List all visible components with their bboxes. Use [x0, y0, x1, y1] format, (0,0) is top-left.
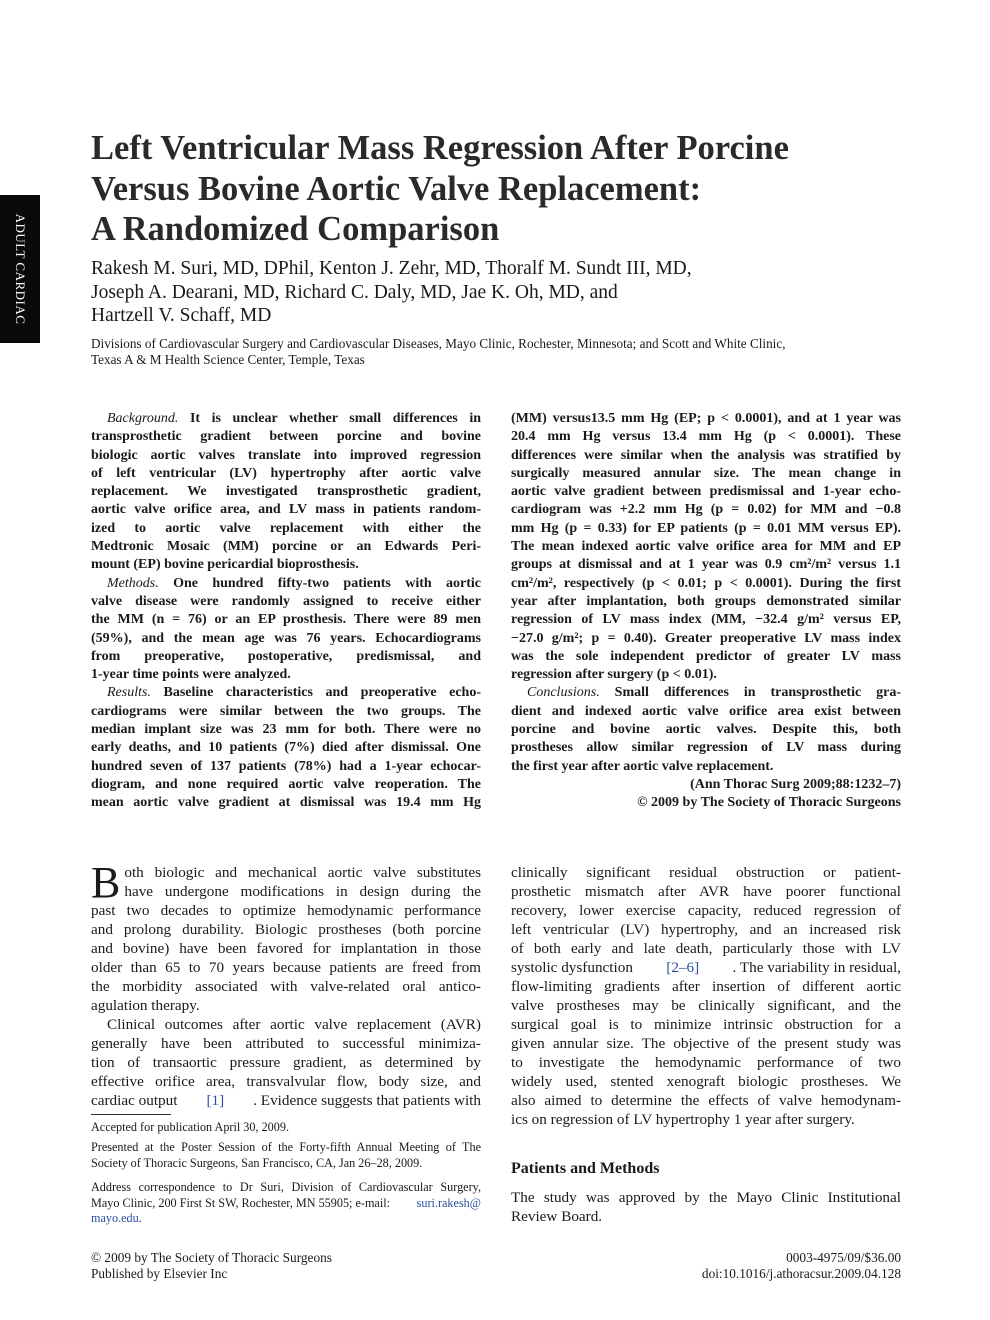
abstract-line: prostheses allow similar regression of LV mass during	[511, 740, 901, 756]
footer-copyright: © 2009 by The Society of Thoracic Surgeons	[91, 1250, 332, 1265]
abstract-line: Medtronic Mosaic (MM) porcine or an Edwards Peri-	[91, 539, 481, 555]
abstract-label-background: Background.	[107, 411, 179, 426]
affiliations	[91, 336, 901, 368]
body-line: recovery, lower exercise capacity, reduced regression of	[511, 902, 901, 919]
abstract-line: from preoperative, postoperative, predismissal, and	[91, 648, 481, 664]
abstract-label-conclusions: Conclusions.	[527, 685, 600, 701]
body-line: to investigate the hemodynamic performance of two	[511, 1054, 901, 1071]
abstract-line: regression after surgery (p < 0.01).	[511, 667, 717, 683]
abstract-line: regression of LV mass index (MM, −32.4 g/m² versus EP,	[511, 612, 901, 628]
body-right-column	[511, 863, 901, 1129]
footnote-line: Society of Thoracic Surgeons, San Francisco, CA, Jan 26–28, 2009.	[91, 1155, 423, 1170]
body-line: oth biologic and mechanical aortic valve substitutes	[124, 864, 481, 881]
affiliation-line: Texas A & M Health Science Center, Temple, Texas	[91, 352, 365, 367]
abstract-line: transprosthetic gradient between porcine and bovine	[91, 429, 481, 445]
abstract-line: early deaths, and 10 patients (7%) died after dismissal. One	[91, 740, 481, 756]
abstract-line: differences were similar when the analysis was stratified by	[511, 447, 901, 463]
body-line: left ventricular (LV) hypertrophy, and an increased risk	[511, 921, 901, 938]
body-line: effective orifice area, transvalvular flow, body size, and	[91, 1073, 481, 1090]
footnote-line: Presented at the Poster Session of the Forty-fifth Annual Meeting of The	[91, 1140, 481, 1154]
abstract-line: the MM (n = 76) or an EP prosthesis. There were 89 men	[91, 612, 481, 628]
body-line: systolic dysfunction [2–6] . The variability in residual,	[511, 959, 901, 976]
abstract-line: The mean indexed aortic valve orifice area for MM and EP	[511, 539, 901, 555]
abstract-line: Methods. One hundred fifty-two patients with aortic	[107, 575, 482, 591]
affiliation-line: Divisions of Cardiovascular Surgery and Cardiovascular Diseases, Mayo Clinic, Rochester, Minnesota; and Scott and White Clinic,	[91, 336, 786, 351]
abstract-line: aortic valve orifice area, and LV mass in patients random-	[91, 502, 481, 518]
body-line: and prolong durability. Biologic prostheses (both porcine	[91, 921, 481, 938]
footnote-divider	[91, 1114, 171, 1115]
body-line: tion of transaortic pressure gradient, as determined by	[91, 1054, 481, 1071]
abstract-line: ized to aortic valve replacement with either the	[91, 520, 481, 536]
body-line: clinically significant residual obstruction or patient-	[511, 864, 901, 881]
abstract-line: (59%), and the mean age was 76 years. Echocardiograms	[91, 630, 481, 646]
abstract-line: aortic valve gradient between predismissal and 1-year echo-	[511, 484, 901, 500]
author-line: Hartzell V. Schaff, MD	[91, 305, 272, 326]
side-tab-label: ADULT CARDIAC	[13, 213, 28, 325]
abstract-line: diogram, and none required aortic valve reoperation. The	[91, 776, 481, 792]
abstract-line: cm²/m², respectively (p < 0.01; p < 0.0001). During the first	[511, 575, 901, 591]
body-line: given annular size. The objective of the present study was	[511, 1035, 901, 1052]
section-heading: Patients and Methods	[511, 1160, 660, 1177]
abstract-copyright: © 2009 by The Society of Thoracic Surgeons	[637, 795, 901, 811]
abstract-line: hundred seven of 137 patients (78%) had a 1-year echocar-	[91, 758, 481, 774]
abstract-line: year after implantation, both groups demonstrated similar	[511, 593, 901, 609]
abstract-label-results: Results.	[107, 685, 151, 701]
reference-link[interactable]: [1]	[206, 1092, 225, 1109]
abstract-left-column	[91, 410, 481, 813]
footer-left	[91, 1250, 332, 1281]
abstract-line: mm Hg (p = 0.33) for EP patients (p = 0.01 MM versus EP).	[511, 520, 901, 536]
abstract-line: Results. Baseline characteristics and preoperative echo-	[107, 685, 481, 701]
body-line: agulation therapy.	[91, 997, 200, 1014]
reference-link[interactable]: [2–6]	[666, 959, 700, 976]
section-side-tab	[0, 195, 40, 343]
body-left-column	[91, 858, 481, 1110]
body-line: Clinical outcomes after aortic valve replacement (AVR)	[107, 1016, 481, 1033]
body-line: cardiac output [1] . Evidence suggests that patients with	[91, 1092, 481, 1109]
body-line: the morbidity associated with valve-related oral antico-	[91, 978, 481, 995]
abstract-line: of left ventricular (LV) hypertrophy after aortic valve	[91, 465, 481, 481]
footer-issn: 0003-4975/09/$36.00	[786, 1250, 901, 1265]
abstract-line: surgically measured annular size. The mean change in	[511, 465, 901, 481]
body-line: surgical goal is to minimize intrinsic obstruction for a	[511, 1016, 901, 1033]
abstract-line: 1-year time points were analyzed.	[91, 667, 291, 683]
abstract-line: valve disease were randomly assigned to receive either	[91, 593, 481, 609]
abstract-line: cardiograms were similar between the two groups. The	[91, 703, 481, 719]
body-line: generally have been attributed to successful minimiza-	[91, 1035, 481, 1052]
abstract-line: was the sole independent predictor of greater LV mass	[511, 648, 901, 664]
title-line: A Randomized Comparison	[91, 210, 500, 248]
body-line: prosthetic mismatch after AVR have poorer functional	[511, 883, 901, 900]
footer-right	[702, 1250, 901, 1281]
abstract-line: −27.0 g/m²; p = 0.40). Greater preoperative LV mass index	[511, 630, 901, 646]
author-line: Joseph A. Dearani, MD, Richard C. Daly, MD, Jae K. Oh, MD, and	[91, 281, 618, 303]
abstract-line: median implant size was 23 mm for both. There were no	[91, 722, 481, 738]
body-line: ics on regression of LV hypertrophy 1 year after surgery.	[511, 1111, 855, 1128]
article-title	[91, 128, 921, 250]
body-line: past two decades to optimize hemodynamic performance	[91, 902, 481, 919]
body-line: The study was approved by the Mayo Clinic Institutional	[511, 1189, 901, 1206]
body-line: and bovine) have been favored for implantation in those	[91, 940, 481, 957]
abstract-line: groups at dismissal and at 1 year was 0.9 cm²/m² versus 1.1	[511, 557, 901, 573]
abstract-line: the first year after aortic valve replacement.	[511, 758, 774, 774]
body-line: valve prostheses may be clinically significant, and the	[511, 997, 901, 1014]
footnote-line: Address correspondence to Dr Suri, Division of Cardiovascular Surgery,	[91, 1180, 481, 1194]
body-line: flow-limiting gradients after insertion of different aortic	[511, 978, 901, 995]
abstract-right-column	[511, 410, 901, 813]
footnote-address	[91, 1180, 481, 1227]
body-line: also aimed to determine the effects of valve hemodynam-	[511, 1092, 901, 1109]
abstract-line: cardiogram was +2.2 mm Hg (p = 0.02) for MM and −0.8	[511, 502, 901, 518]
title-line: Versus Bovine Aortic Valve Replacement:	[91, 169, 702, 208]
body-line: Review Board.	[511, 1208, 603, 1225]
abstract-line: mean aortic valve gradient at dismissal was 19.4 mm Hg	[91, 795, 481, 811]
author-list	[91, 257, 911, 328]
journal-citation: (Ann Thorac Surg 2009;88:1232–7)	[690, 776, 901, 792]
footnote-presented	[91, 1140, 481, 1171]
abstract-line: replacement. We investigated transprosthetic gradient,	[91, 484, 481, 500]
abstract-line: biologic aortic valves translate into improved regression	[91, 447, 481, 463]
footer-doi: doi:10.1016/j.athoracsur.2009.04.128	[701, 1265, 901, 1281]
body-line: have undergone modifications in design during the	[124, 883, 481, 900]
body-line: widely used, stented xenograft biologic prostheses. We	[511, 1073, 901, 1090]
body-line: of both early and late death, particularly those with LV	[511, 940, 901, 957]
drop-cap: B	[91, 858, 121, 907]
title-line: Left Ventricular Mass Regression After Porcine	[91, 129, 789, 167]
abstract-label-methods: Methods.	[107, 575, 159, 591]
abstract-line: 20.4 mm Hg versus 13.4 mm Hg (p < 0.0001). These	[511, 429, 901, 445]
abstract-line: Conclusions. Small differences in transprosthetic gra-	[527, 685, 901, 701]
footnote-line: Mayo Clinic, 200 First St SW, Rochester, MN 55905; e-mail: suri.rakesh@	[91, 1195, 481, 1210]
abstract-line: dient and indexed aortic valve orifice area exist between	[511, 703, 901, 719]
abstract-line: porcine and bovine aortic valves. Despite this, both	[511, 722, 901, 738]
author-line: Rakesh M. Suri, MD, DPhil, Kenton J. Zehr, MD, Thoralf M. Sundt III, MD,	[91, 258, 692, 279]
section-text	[511, 1188, 901, 1226]
footnote-line: mayo.edu.	[91, 1211, 142, 1225]
footer-publisher: Published by Elsevier Inc	[91, 1265, 228, 1281]
footnote-accepted	[91, 1120, 481, 1136]
footnote-line: Accepted for publication April 30, 2009.	[91, 1120, 289, 1134]
abstract-line: (MM) versus13.5 mm Hg (EP; p < 0.0001), and at 1 year was	[511, 411, 901, 426]
abstract-line: mount (EP) bovine pericardial bioprosthesis.	[91, 557, 359, 573]
abstract-line: Background. It is unclear whether small differences in	[107, 411, 481, 426]
email-link-continued[interactable]: mayo.edu	[91, 1211, 139, 1225]
email-link[interactable]: suri.rakesh@	[416, 1195, 481, 1210]
body-line: older than 65 to 70 years because patients are freed from	[91, 959, 481, 976]
